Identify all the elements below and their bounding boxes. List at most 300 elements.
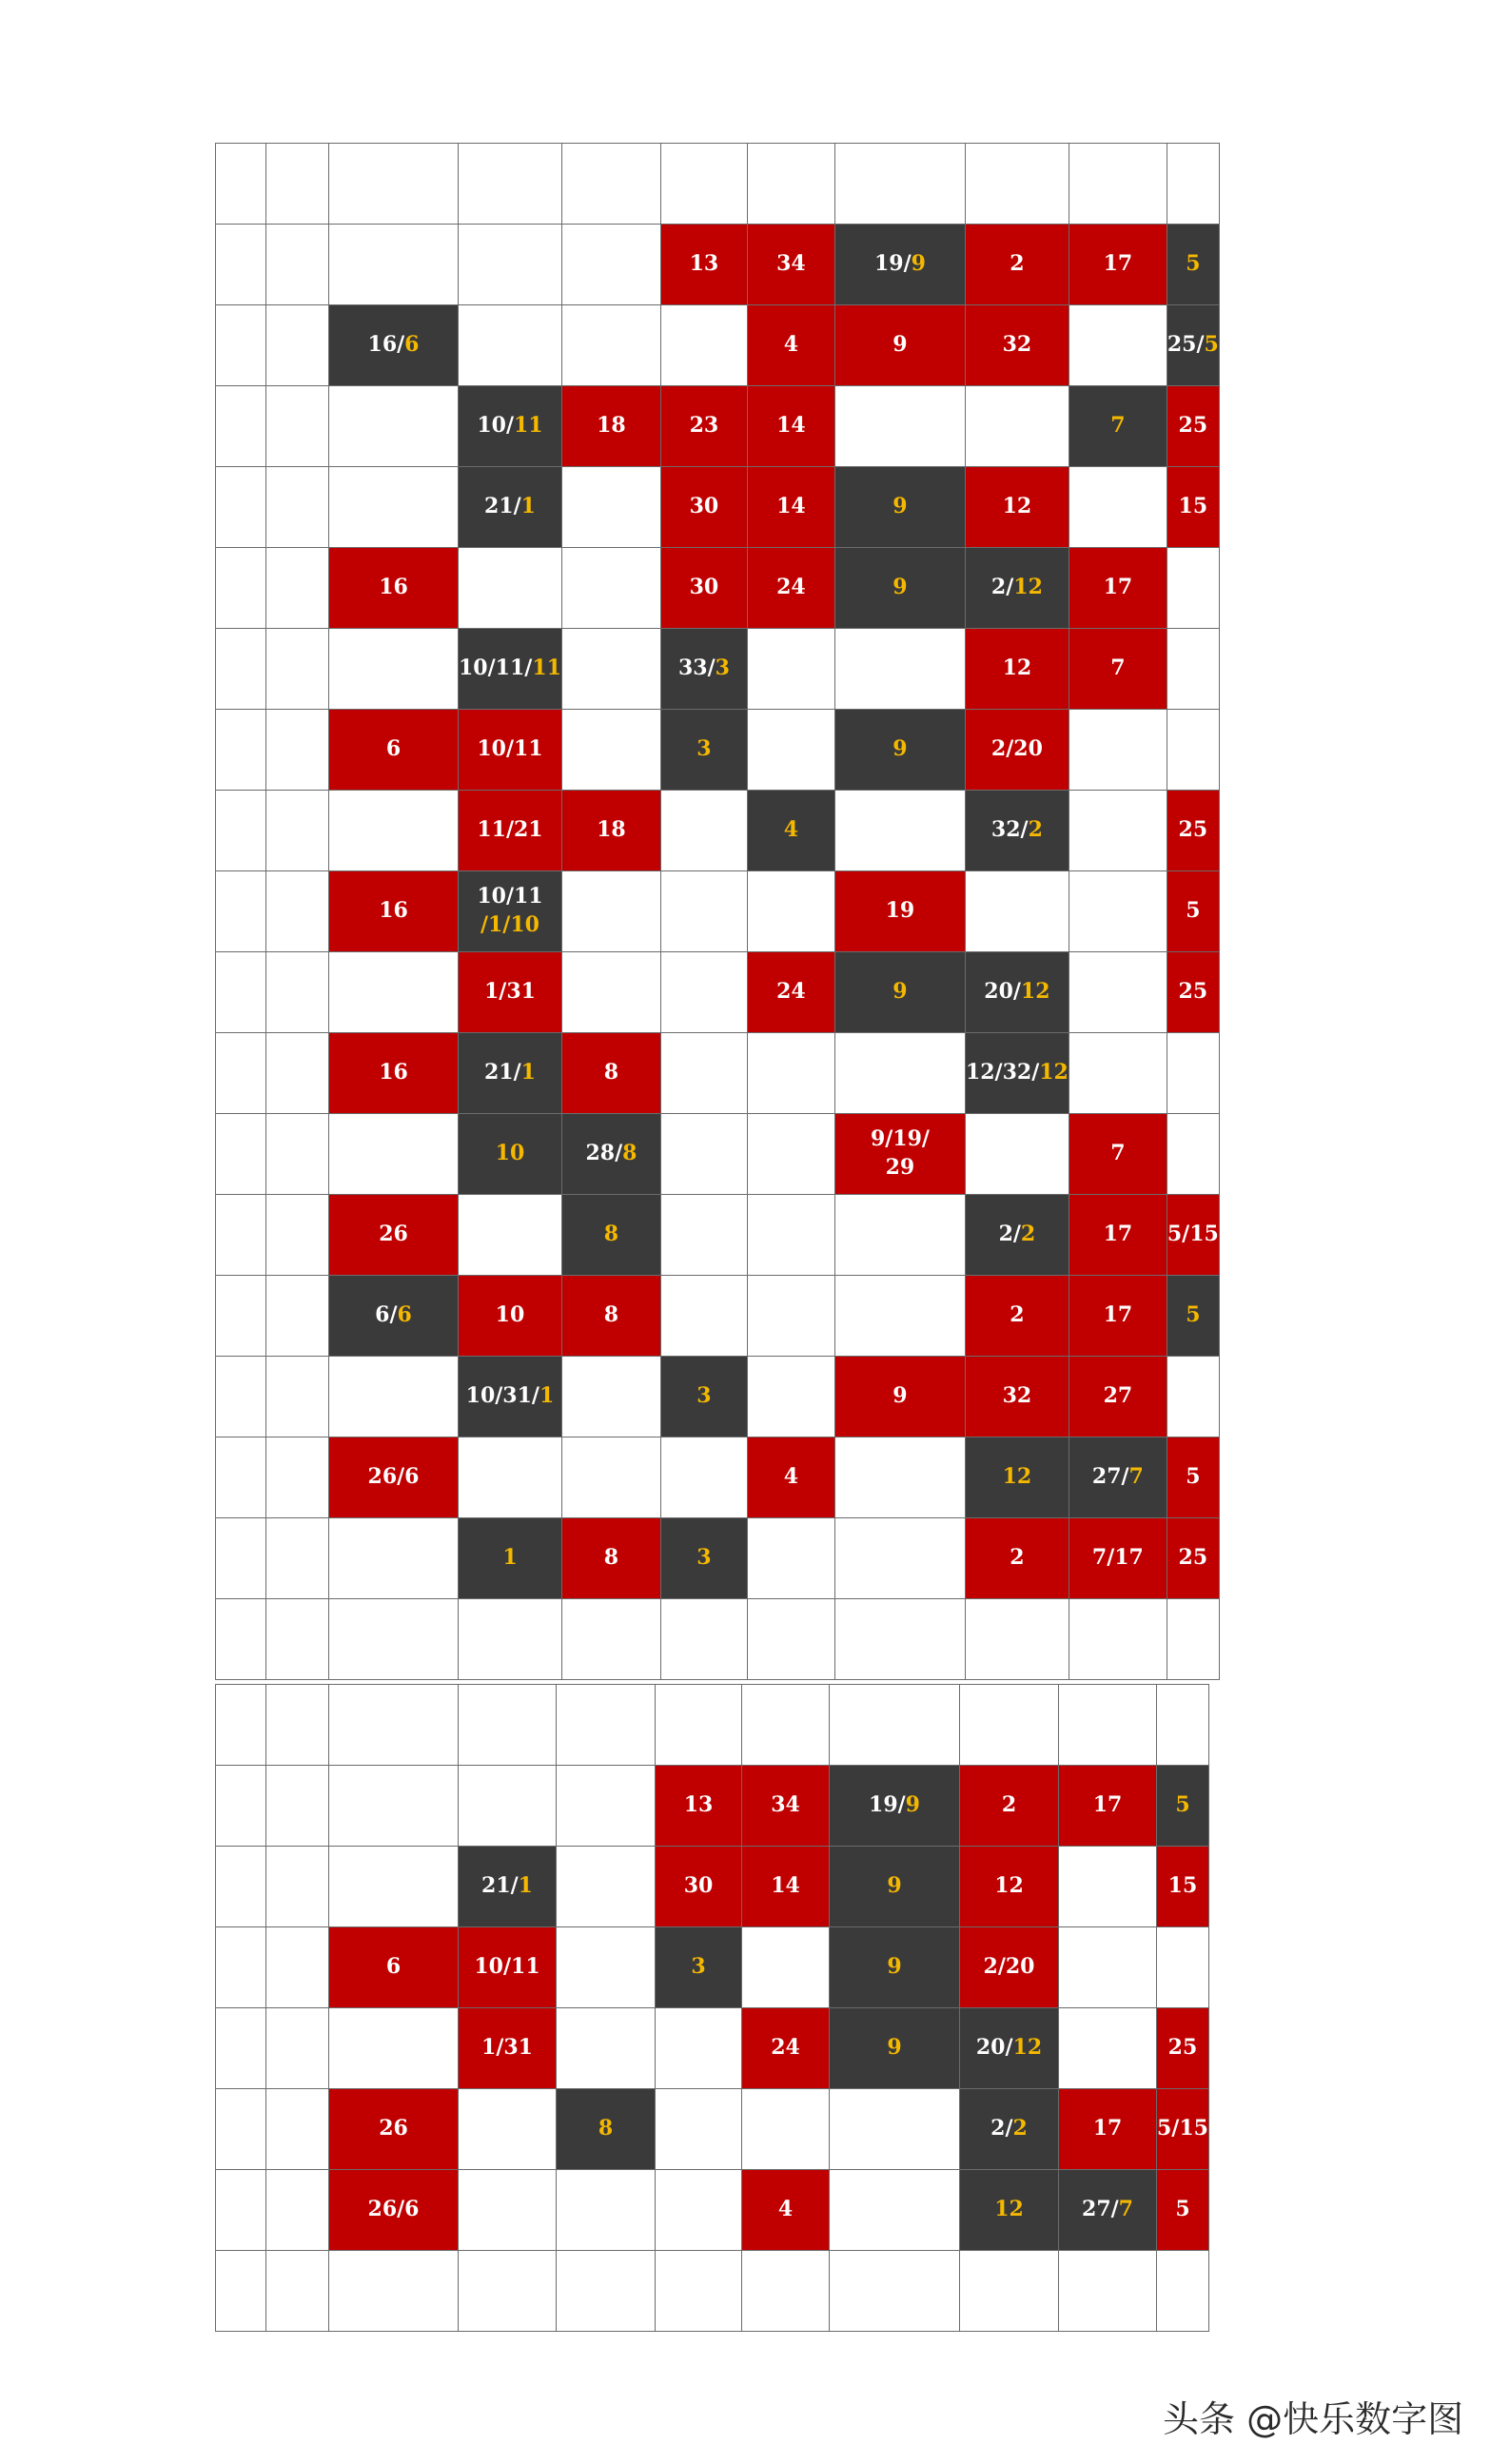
cell-highlight-value: 2 xyxy=(1012,2116,1028,2141)
table-cell xyxy=(960,1927,1059,2008)
table-cell xyxy=(1059,1766,1157,1847)
cell-value: 8 xyxy=(603,1302,619,1328)
row-day: 六 xyxy=(216,871,266,952)
table-cell xyxy=(1167,952,1219,1033)
table-cell xyxy=(561,467,660,548)
cell-value: 1/31 xyxy=(483,979,536,1005)
cell-value: 14 xyxy=(776,413,806,439)
cell-highlight-value: 9 xyxy=(905,1792,920,1818)
cell-value: 7 xyxy=(1110,1141,1126,1166)
schedule-table-filtered xyxy=(215,1684,1209,2332)
table-cell xyxy=(1157,2251,1209,2332)
table-cell xyxy=(1167,467,1219,548)
table-cell xyxy=(561,386,660,467)
table-cell xyxy=(660,1437,747,1518)
cell-value: 6/ xyxy=(375,1302,398,1328)
table-cell xyxy=(329,1599,459,1680)
table-cell xyxy=(747,710,834,791)
table-cell xyxy=(747,1276,834,1357)
table-cell xyxy=(834,548,965,629)
table-cell xyxy=(834,791,965,871)
table-cell xyxy=(1167,871,1219,952)
row-day: 三 xyxy=(216,1033,266,1114)
cell-value: 2/ xyxy=(998,1222,1021,1247)
table-cell xyxy=(329,1276,459,1357)
table-cell xyxy=(329,548,459,629)
table-row xyxy=(216,1033,1220,1114)
table-cell xyxy=(329,1195,459,1276)
cell-highlight-value: /1/10 xyxy=(480,912,539,937)
table-cell xyxy=(834,1276,965,1357)
table-cell xyxy=(965,1599,1069,1680)
table-cell xyxy=(459,467,562,548)
table-cell xyxy=(834,1114,965,1195)
table-cell xyxy=(660,1599,747,1680)
table-cell xyxy=(557,2089,656,2170)
table-cell xyxy=(561,1357,660,1437)
table-cell xyxy=(459,1114,562,1195)
column-header: 二区 xyxy=(960,1685,1059,1766)
cell-value: 17 xyxy=(1103,1222,1133,1247)
cell-value: 5/15 xyxy=(1157,2116,1208,2141)
table-cell xyxy=(1167,629,1219,710)
table-row xyxy=(216,386,1220,467)
table-row xyxy=(216,2170,1209,2251)
table-cell xyxy=(960,1766,1059,1847)
cell-value: 16 xyxy=(379,1060,408,1085)
row-day: 六 xyxy=(216,629,266,710)
table-cell xyxy=(329,386,459,467)
cell-value: 28/ xyxy=(585,1141,623,1166)
table-row xyxy=(216,1599,1220,1680)
cell-value: 16 xyxy=(379,898,408,924)
row-day: 一 xyxy=(216,1195,266,1276)
table-cell xyxy=(1059,1927,1157,2008)
table-cell xyxy=(965,305,1069,386)
cell-highlight-value: 9 xyxy=(892,575,908,600)
cell-value: 26 xyxy=(379,1222,408,1247)
table-cell xyxy=(965,952,1069,1033)
row-code: 073 xyxy=(266,791,329,871)
table-cell xyxy=(742,1847,830,1927)
table-cell xyxy=(329,2008,459,2089)
table-cell xyxy=(1069,1114,1167,1195)
table-cell xyxy=(834,386,965,467)
table-cell xyxy=(329,2251,459,2332)
table-cell xyxy=(329,225,459,305)
table-cell xyxy=(660,548,747,629)
table-cell xyxy=(1167,791,1219,871)
table-cell xyxy=(1157,2170,1209,2251)
row-code: 013 xyxy=(266,305,329,386)
cell-value: 7 xyxy=(1110,655,1126,681)
table-cell xyxy=(1167,1195,1219,1276)
row-day: 一 xyxy=(216,1599,266,1680)
table-row xyxy=(216,1195,1220,1276)
row-day: 一 xyxy=(216,1766,266,1847)
table-cell xyxy=(459,629,562,710)
row-code: 060 xyxy=(266,1927,329,2008)
table-cell xyxy=(561,1599,660,1680)
cell-value: 15 xyxy=(1167,1873,1198,1899)
cell-value: 19/ xyxy=(869,1792,906,1818)
cell-highlight-value: 9 xyxy=(887,2035,902,2061)
table-cell xyxy=(459,225,562,305)
cell-value: 7/17 xyxy=(1091,1545,1144,1571)
cell-value: 6 xyxy=(385,1954,402,1980)
table-cell xyxy=(329,1766,459,1847)
cell-value: 27 xyxy=(1103,1383,1133,1409)
table-cell xyxy=(747,1114,834,1195)
row-code: 090 xyxy=(266,952,329,1033)
table-cell xyxy=(1069,952,1167,1033)
table-cell xyxy=(742,2251,830,2332)
table-row xyxy=(216,1357,1220,1437)
table-cell xyxy=(660,225,747,305)
table-cell xyxy=(557,2251,656,2332)
cell-highlight-value: 8 xyxy=(598,2116,614,2141)
column-header: 七区 xyxy=(1069,144,1167,225)
table-cell xyxy=(747,1518,834,1599)
cell-highlight-value: 9 xyxy=(887,1873,902,1899)
table-cell xyxy=(329,1437,459,1518)
table-cell xyxy=(656,1927,742,2008)
table-cell xyxy=(656,1766,742,1847)
table-row xyxy=(216,1847,1209,1927)
cell-value: 33/ xyxy=(677,655,716,681)
cell-highlight-value: 7 xyxy=(1118,2197,1133,2222)
table-cell xyxy=(561,1437,660,1518)
table-cell xyxy=(834,710,965,791)
table-row xyxy=(216,1276,1220,1357)
table-cell xyxy=(329,710,459,791)
cell-value: 14 xyxy=(771,1873,800,1899)
schedule-table-main xyxy=(215,143,1220,1680)
table-cell xyxy=(1069,1033,1167,1114)
column-header: 三区 xyxy=(656,1685,742,1766)
cell-highlight-value: 6 xyxy=(404,332,420,358)
table-cell xyxy=(656,2089,742,2170)
cell-value: 4 xyxy=(777,2197,794,2222)
row-day: 六 xyxy=(216,386,266,467)
cell-value: 9 xyxy=(892,332,908,358)
header-row xyxy=(216,1685,1209,1766)
header-blank xyxy=(216,144,266,225)
cell-value: 25 xyxy=(1167,2035,1198,2061)
table-cell xyxy=(834,1033,965,1114)
cell-value: 2/20 xyxy=(990,736,1043,762)
table-cell xyxy=(747,1033,834,1114)
cell-highlight-value: 12 xyxy=(1012,2035,1043,2061)
cell-value: 19 xyxy=(885,898,915,924)
column-header: 六区 xyxy=(329,1685,459,1766)
table-cell xyxy=(329,871,459,952)
cell-value: 8 xyxy=(603,1545,619,1571)
row-code: 107 xyxy=(266,1114,329,1195)
table-cell xyxy=(742,2008,830,2089)
cell-highlight-value: 1 xyxy=(518,1873,533,1899)
cell-value: 21/ xyxy=(483,494,521,519)
table-cell xyxy=(557,2008,656,2089)
cell-highlight-value: 2 xyxy=(1028,817,1043,843)
column-header: 七区 xyxy=(1059,1685,1157,1766)
table-cell xyxy=(660,791,747,871)
cell-value: 24 xyxy=(776,575,806,600)
table-cell xyxy=(1167,386,1219,467)
column-header: 六区 xyxy=(329,144,459,225)
row-day: 三 xyxy=(216,305,266,386)
table-cell xyxy=(965,1276,1069,1357)
table-cell xyxy=(834,1357,965,1437)
cell-highlight-value: 3 xyxy=(696,736,712,762)
cell-highlight-value: 3 xyxy=(696,1545,712,1571)
watermark-text: 头条 @快乐数字图 xyxy=(1163,2398,1464,2440)
table-cell xyxy=(561,791,660,871)
cell-value: 4 xyxy=(783,1464,799,1490)
table-cell xyxy=(660,386,747,467)
table-row xyxy=(216,467,1220,548)
table-cell xyxy=(965,710,1069,791)
cell-value: 10/11 xyxy=(477,736,543,762)
column-header: 五区 xyxy=(1167,144,1219,225)
cell-value: 10/ xyxy=(477,413,514,439)
cell-value: 24 xyxy=(771,2035,800,2061)
column-header: 八区 xyxy=(561,144,660,225)
cell-highlight-value: 8 xyxy=(622,1141,637,1166)
table-cell xyxy=(660,629,747,710)
cell-value: 25 xyxy=(1178,1545,1208,1571)
table-cell xyxy=(459,548,562,629)
cell-value: 9 xyxy=(892,1383,908,1409)
cell-value: 5 xyxy=(1175,2197,1190,2222)
row-day: 三 xyxy=(216,791,266,871)
cell-highlight-value: 9 xyxy=(892,736,908,762)
column-header: 四区 xyxy=(742,1685,830,1766)
cell-value: 18 xyxy=(597,817,626,843)
table-cell xyxy=(557,2170,656,2251)
cell-value: 25 xyxy=(1178,413,1208,439)
table-cell xyxy=(1167,1437,1219,1518)
table-cell xyxy=(459,1927,557,2008)
table-cell xyxy=(557,1847,656,1927)
cell-value: 12 xyxy=(1002,494,1032,519)
cell-value: 25 xyxy=(1178,817,1208,843)
table-cell xyxy=(459,1518,562,1599)
cell-highlight-value: 12 xyxy=(1039,1060,1069,1085)
row-code: 043 xyxy=(266,548,329,629)
table-cell xyxy=(660,952,747,1033)
table-cell xyxy=(561,1114,660,1195)
table-row xyxy=(216,2008,1209,2089)
row-code: 135 xyxy=(266,1357,329,1437)
cell-value: 18 xyxy=(597,413,626,439)
cell-value: 30 xyxy=(689,575,719,600)
row-day: 一 xyxy=(216,1927,266,2008)
table-cell xyxy=(965,1437,1069,1518)
cell-value: 11/21 xyxy=(477,817,543,843)
row-day: 一 xyxy=(216,710,266,791)
table-cell xyxy=(742,1766,830,1847)
cell-value: 2 xyxy=(1001,1792,1017,1818)
row-code: 148 xyxy=(266,1437,329,1518)
table-cell xyxy=(965,1114,1069,1195)
table-cell xyxy=(834,467,965,548)
column-header: 二区 xyxy=(965,144,1069,225)
row-day: 一 xyxy=(216,225,266,305)
table-cell xyxy=(329,1033,459,1114)
table-cell xyxy=(459,710,562,791)
table-cell xyxy=(459,1276,562,1357)
table-cell xyxy=(1069,791,1167,871)
row-code: 060 xyxy=(266,710,329,791)
table-row xyxy=(216,1518,1220,1599)
table-cell xyxy=(1069,1518,1167,1599)
row-day: 一 xyxy=(216,2251,266,2332)
table-row xyxy=(216,1927,1209,2008)
table-cell xyxy=(660,1195,747,1276)
table-cell xyxy=(459,305,562,386)
table-cell xyxy=(660,1114,747,1195)
table-cell xyxy=(830,2251,960,2332)
table-cell xyxy=(459,871,562,952)
table-cell xyxy=(1167,1599,1219,1680)
cell-highlight-value: 12 xyxy=(1002,1464,1032,1490)
cell-highlight-value: 9 xyxy=(892,979,908,1005)
table-cell xyxy=(329,1847,459,1927)
table-cell xyxy=(1069,386,1167,467)
table-cell xyxy=(561,952,660,1033)
table-cell xyxy=(747,386,834,467)
table-cell xyxy=(660,710,747,791)
cell-value: 12 xyxy=(994,1873,1024,1899)
table-cell xyxy=(660,1518,747,1599)
column-header: 三区 xyxy=(660,144,747,225)
table-cell xyxy=(965,225,1069,305)
table-cell xyxy=(965,791,1069,871)
table-cell xyxy=(960,2008,1059,2089)
cell-highlight-value: 12 xyxy=(1020,979,1050,1005)
table-row xyxy=(216,225,1220,305)
row-day: 一 xyxy=(216,1847,266,1927)
table-cell xyxy=(656,2251,742,2332)
table-cell xyxy=(459,791,562,871)
table-cell xyxy=(1069,871,1167,952)
row-code: 090 xyxy=(266,2008,329,2089)
table-cell xyxy=(660,305,747,386)
table-cell xyxy=(742,2170,830,2251)
cell-value: 16/ xyxy=(367,332,405,358)
cell-highlight-value: 8 xyxy=(603,1222,619,1247)
table-cell xyxy=(1059,2089,1157,2170)
cell-value: 34 xyxy=(771,1792,800,1818)
table-cell xyxy=(1167,1276,1219,1357)
cell-value: 21/ xyxy=(481,1873,519,1899)
cell-value: 17 xyxy=(1092,2116,1123,2141)
table-cell xyxy=(1167,710,1219,791)
table-row xyxy=(216,629,1220,710)
cell-value: 10/11 xyxy=(477,884,543,909)
header-blank xyxy=(216,1685,266,1766)
table-cell xyxy=(830,2008,960,2089)
table-cell xyxy=(960,2089,1059,2170)
cell-value: 34 xyxy=(776,251,806,277)
row-code: 017 xyxy=(266,386,329,467)
cell-value: 13 xyxy=(683,1792,714,1818)
table-row xyxy=(216,1766,1209,1847)
cell-value: 10 xyxy=(495,1302,525,1328)
cell-value: 19/ xyxy=(873,251,912,277)
table-cell xyxy=(834,1518,965,1599)
table-cell xyxy=(656,2170,742,2251)
table-cell xyxy=(329,1357,459,1437)
cell-value: 5 xyxy=(1186,1464,1201,1490)
cell-value: 10/11 xyxy=(474,1954,540,1980)
cell-highlight-value: 5 xyxy=(1204,332,1219,358)
cell-value: 14 xyxy=(776,494,806,519)
cell-value: 26/6 xyxy=(367,2197,420,2222)
cell-value: 20/ xyxy=(975,2035,1013,2061)
table-cell xyxy=(1059,2170,1157,2251)
table-cell xyxy=(747,467,834,548)
table-cell xyxy=(747,871,834,952)
table-row xyxy=(216,710,1220,791)
table-cell xyxy=(834,225,965,305)
table-row xyxy=(216,1114,1220,1195)
table-cell xyxy=(557,1927,656,2008)
table-cell xyxy=(960,2170,1059,2251)
table-cell xyxy=(459,386,562,467)
table-cell xyxy=(747,1599,834,1680)
cell-value: 30 xyxy=(683,1873,714,1899)
table-row xyxy=(216,2251,1209,2332)
table-cell xyxy=(459,2089,557,2170)
table-cell xyxy=(1069,225,1167,305)
column-header: 四区 xyxy=(747,144,834,225)
cell-value: 17 xyxy=(1103,251,1133,277)
table-row xyxy=(216,871,1220,952)
cell-highlight-value: 5 xyxy=(1175,1792,1190,1818)
table-cell xyxy=(1157,1847,1209,1927)
row-day: 三 xyxy=(216,548,266,629)
cell-highlight-value: 12 xyxy=(994,2197,1024,2222)
table-row xyxy=(216,1437,1220,1518)
table-cell xyxy=(1059,2008,1157,2089)
table-cell xyxy=(1167,548,1219,629)
cell-highlight-value: 1 xyxy=(520,494,536,519)
table-cell xyxy=(329,2089,459,2170)
table-cell xyxy=(747,1437,834,1518)
table-cell xyxy=(965,1033,1069,1114)
table-row xyxy=(216,2089,1209,2170)
table-cell xyxy=(965,467,1069,548)
cell-value: 9/19/ 29 xyxy=(870,1126,930,1180)
row-code: 024 xyxy=(266,1599,329,1680)
cell-highlight-value: 12 xyxy=(1013,575,1043,600)
table-cell xyxy=(1069,710,1167,791)
header-blank xyxy=(266,1685,329,1766)
table-cell xyxy=(830,2089,960,2170)
table-cell xyxy=(834,1437,965,1518)
row-day: 一 xyxy=(216,2170,266,2251)
cell-highlight-value: 3 xyxy=(715,655,730,681)
table-cell xyxy=(834,1195,965,1276)
row-day: 一 xyxy=(216,1437,266,1518)
table-cell xyxy=(1167,225,1219,305)
table-cell xyxy=(747,629,834,710)
row-day: 六 xyxy=(216,1518,266,1599)
cell-value: 25 xyxy=(1178,979,1208,1005)
table-cell xyxy=(834,952,965,1033)
